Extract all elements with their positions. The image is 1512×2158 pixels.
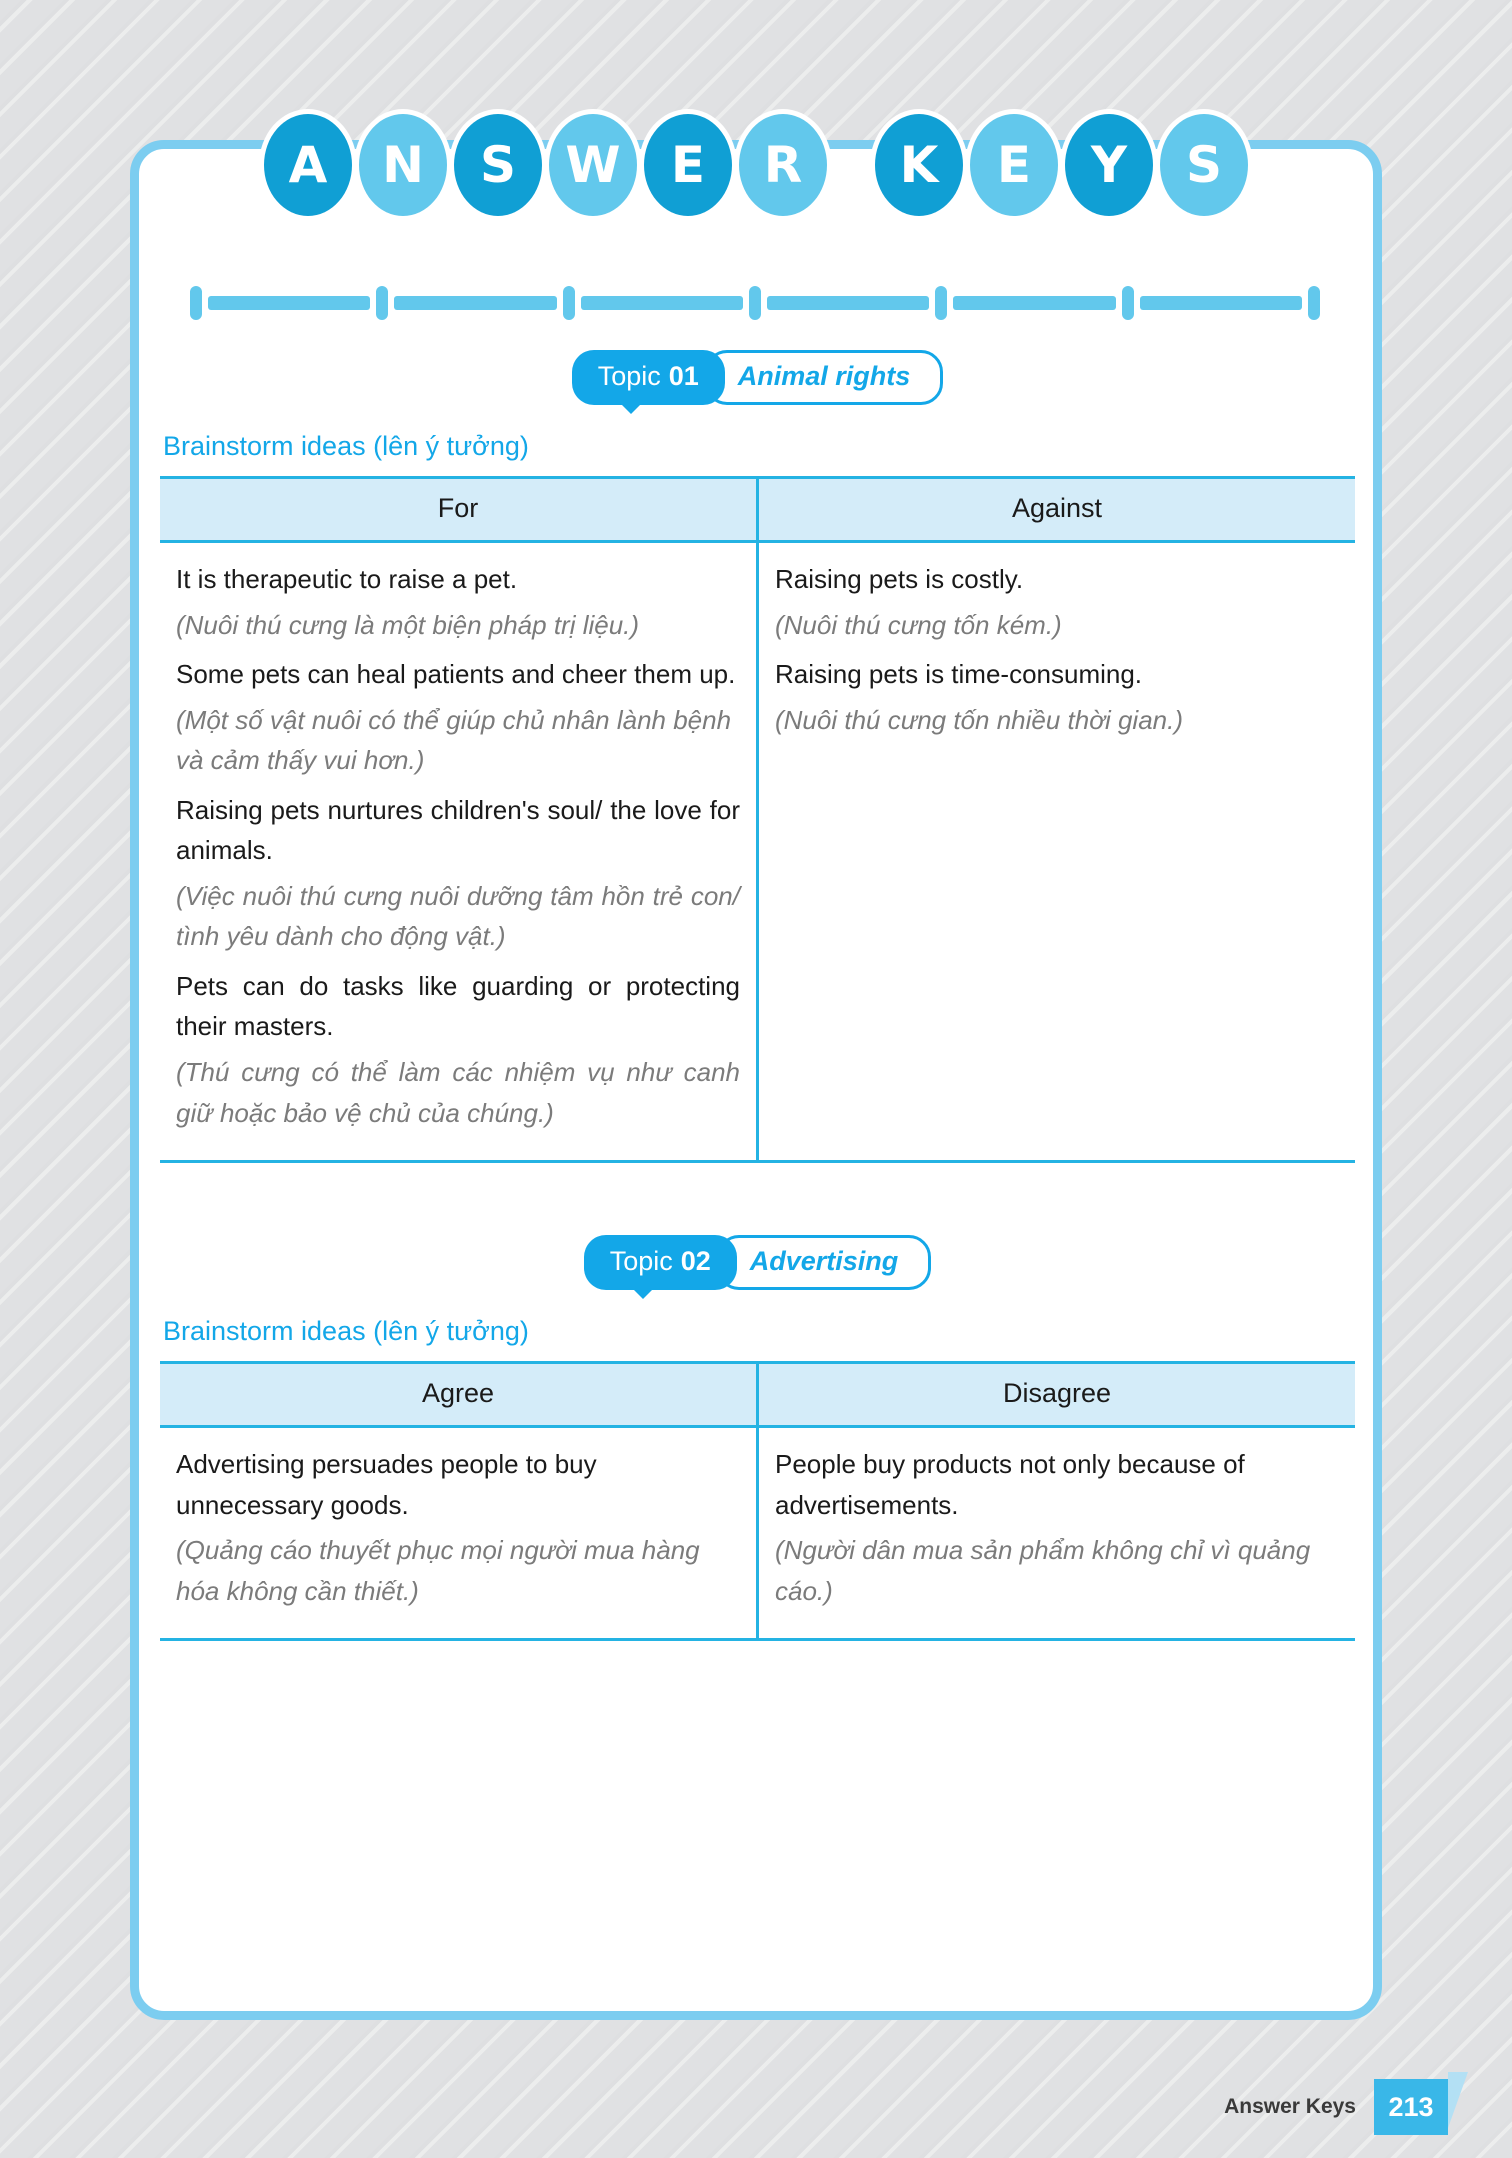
translation-text: (Người dân mua sản phẩm không chỉ vì quảng cáo.) — [775, 1535, 1311, 1606]
idea-text: It is therapeutic to raise a pet. — [176, 564, 518, 594]
topic-title: Advertising — [717, 1235, 932, 1290]
topic-badge-label: Topic — [597, 361, 661, 391]
title-letter-bubble: S — [1160, 114, 1248, 216]
topic-title: Animal rights — [705, 350, 944, 405]
table-row — [160, 1427, 1355, 1640]
separator-tick — [749, 286, 761, 320]
title-letter-bubble: K — [875, 114, 963, 216]
topic-badge-number — [572, 350, 725, 405]
separator-tick — [1122, 286, 1134, 320]
separator-bar — [394, 296, 556, 310]
separator-tick — [935, 286, 947, 320]
table-cell — [160, 542, 758, 1162]
translation-text: (Nuôi thú cưng tốn nhiều thời gian.) — [775, 704, 1183, 735]
separator-bar — [953, 296, 1115, 310]
separator-bar — [1140, 296, 1302, 310]
separator-tick — [376, 286, 388, 320]
topic-badge-number — [584, 1235, 737, 1290]
idea-text: Advertising persuades people to buy unnecessary goods. — [176, 1449, 597, 1520]
idea-text: Raising pets is time-consuming. — [775, 659, 1143, 690]
title-letter-bubble: N — [359, 114, 447, 216]
separator-bar — [767, 296, 929, 310]
idea-text: Some pets can heal patients and cheer them up. — [176, 659, 736, 690]
decorative-separator — [190, 285, 1320, 321]
translation-text: (Nuôi thú cưng là một biện pháp trị liệu.) — [176, 609, 640, 640]
topic-section — [160, 1235, 1355, 1641]
translation-text: (Thú cưng có thể làm các nhiệm vụ như canh giữ hoặc bảo vệ chủ của chúng.) — [176, 1057, 740, 1128]
answer-table — [160, 1361, 1355, 1641]
title-letter-bubble: W — [549, 114, 637, 216]
brainstorm-heading: Brainstorm ideas (lên ý tưởng) — [163, 1316, 529, 1347]
table-cell — [758, 1427, 1356, 1640]
separator-bar — [208, 296, 370, 310]
idea-text: Pets can do tasks like guarding or protecting their masters. — [176, 970, 740, 1042]
table-column-header: Against — [758, 478, 1356, 542]
table-cell — [758, 542, 1356, 1162]
topic-section — [160, 350, 1355, 1163]
idea-text: Raising pets nurtures children's soul/ the love for animals. — [176, 794, 740, 866]
topic-badge-num: 02 — [680, 1246, 711, 1277]
table-column-header: Disagree — [758, 1363, 1356, 1427]
title-letter-bubble: E — [970, 114, 1058, 216]
topic-badge-num: 01 — [668, 361, 699, 391]
page-number-badge: 213 — [1374, 2079, 1448, 2135]
answer-table — [160, 476, 1355, 1163]
brainstorm-heading: Brainstorm ideas (lên ý tưởng) — [163, 431, 529, 461]
topic-badge-label: Topic — [609, 1246, 673, 1277]
separator-tick — [190, 286, 202, 320]
table-header-row — [160, 1363, 1355, 1427]
table-cell — [160, 1427, 758, 1640]
translation-text: (Nuôi thú cưng tốn kém.) — [775, 609, 1062, 640]
table-column-header: Agree — [160, 1363, 758, 1427]
separator-bar — [581, 296, 743, 310]
separator-tick — [1308, 286, 1320, 320]
title-letter-bubble: A — [264, 114, 352, 216]
page-footer — [0, 2072, 1512, 2142]
separator-tick — [563, 286, 575, 320]
translation-text: (Quảng cáo thuyết phục mọi người mua hàng hóa không cần thiết.) — [176, 1535, 700, 1606]
idea-text: People buy products not only because of advertisements. — [775, 1449, 1245, 1520]
title-letter-bubble: R — [739, 114, 827, 216]
page-content — [160, 350, 1355, 1641]
title-letter-bubble: E — [644, 114, 732, 216]
topic-badge — [160, 1235, 1355, 1290]
table-header-row — [160, 478, 1355, 542]
topic-badge — [160, 350, 1355, 405]
table-column-header: For — [160, 478, 758, 542]
title-letter-bubble: S — [454, 114, 542, 216]
title-letter-bubble: Y — [1065, 114, 1153, 216]
idea-text: Raising pets is costly. — [775, 564, 1024, 594]
footer-label: Answer Keys — [1224, 2095, 1356, 2118]
translation-text: (Một số vật nuôi có thể giúp chủ nhân lành bệnh và cảm thấy vui hơn.) — [176, 704, 732, 776]
table-row — [160, 542, 1355, 1162]
translation-text: (Việc nuôi thú cưng nuôi dưỡng tâm hồn trẻ con/ tình yêu dành cho động vật.) — [176, 880, 740, 952]
